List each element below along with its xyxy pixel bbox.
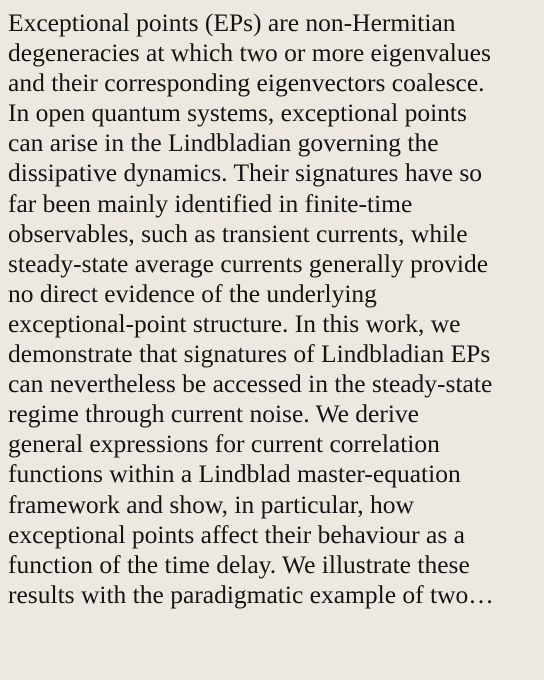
abstract-line: function of the time delay. We illustrate these	[8, 549, 470, 579]
abstract-line: and their corresponding eigenvectors coalesce.	[8, 68, 485, 98]
abstract-line: no direct evidence of the underlying	[8, 278, 377, 308]
abstract-line: functions within a Lindblad master-equation	[8, 459, 461, 489]
abstract-line: steady-state average currents generally provide	[8, 248, 489, 278]
abstract-line: regime through current noise. We derive	[8, 399, 420, 429]
abstract-line: observables, such as transient currents, while	[8, 218, 468, 248]
abstract-line: exceptional-point structure. In this work, we	[8, 308, 461, 338]
abstract-line: Exceptional points (EPs) are non-Hermitian	[8, 8, 456, 37]
abstract-line: In open quantum systems, exceptional points	[8, 98, 467, 128]
abstract-line: demonstrate that signatures of Lindbladian EPs	[8, 339, 491, 369]
abstract-line: far been mainly identified in finite-time	[8, 188, 413, 218]
abstract-text	[8, 8, 544, 610]
abstract-line: exceptional points affect their behaviour as a	[8, 519, 465, 549]
abstract-line: can nevertheless be accessed in the steady-state	[8, 369, 493, 399]
abstract-line: results with the paradigmatic example of two…	[8, 579, 494, 609]
abstract-line: can arise in the Lindbladian governing the	[8, 128, 439, 158]
abstract-line: dissipative dynamics. Their signatures have so	[8, 158, 483, 188]
abstract-line: degeneracies at which two or more eigenvalues	[8, 38, 491, 68]
abstract-line: framework and show, in particular, how	[8, 489, 414, 519]
abstract-line: general expressions for current correlation	[8, 429, 440, 459]
